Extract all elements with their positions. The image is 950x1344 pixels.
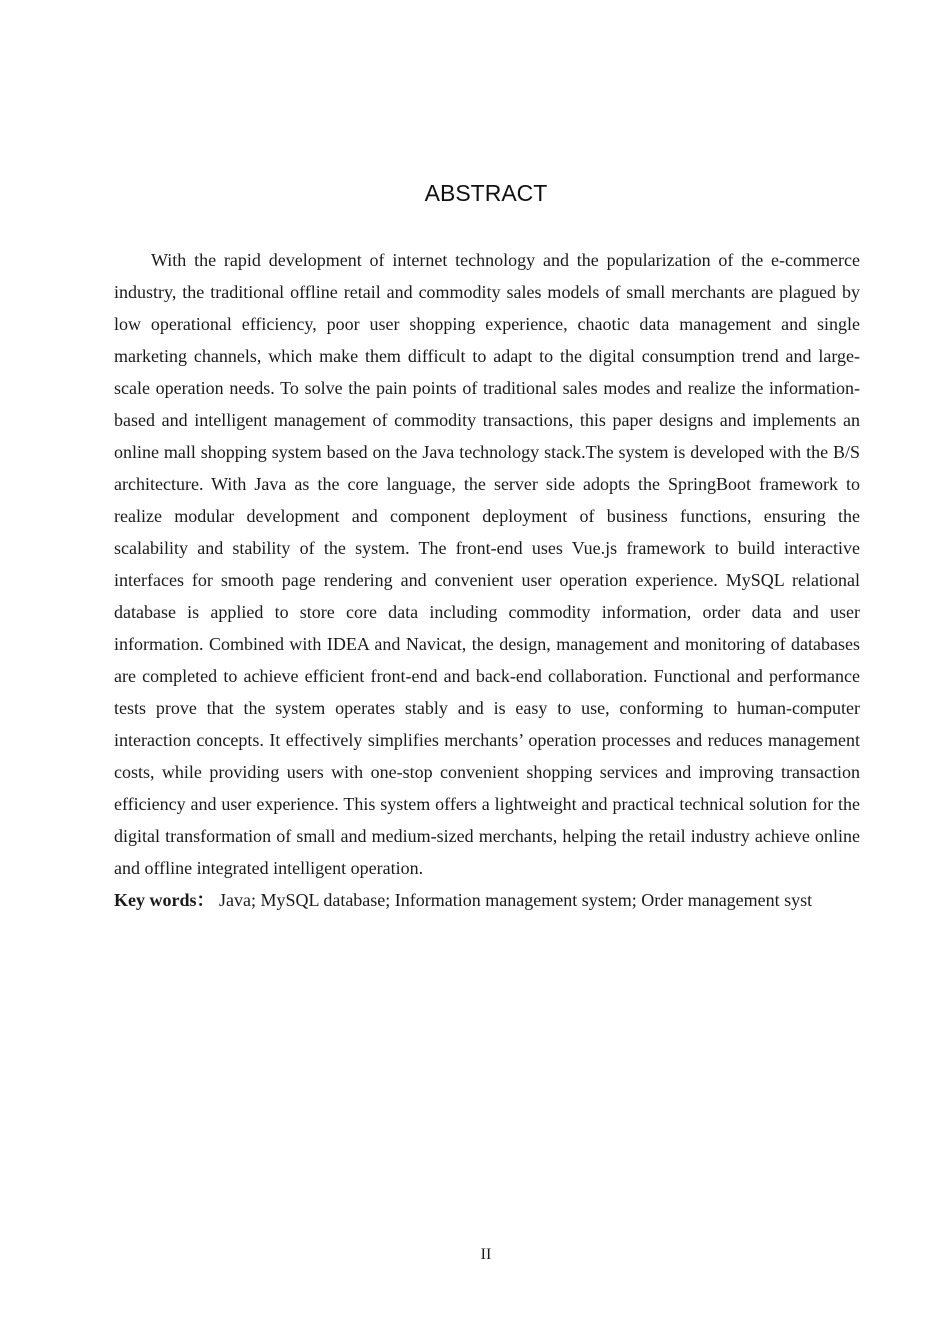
page-number: II <box>480 1246 492 1263</box>
keywords-line <box>114 884 860 916</box>
abstract-content <box>114 244 860 916</box>
keywords-label: Key words： <box>114 890 215 910</box>
abstract-body: With the rapid development of internet technology and the popularization of the e-commerce industry, the traditional offline retail and commodity sales models of small merchants are plagued by low operational efficiency, poor user shopping experience, chaotic data management and single marketing channels, which make them difficult to adapt to the digital consumption trend and large-scale operation needs. To solve the pain points of traditional sales modes and realize the information-based and intelligent management of commodity transactions, this paper designs and implements an online mall shopping system based on the Java technology stack.The system is developed with the B/S architecture. With Java as the core language, the server side adopts the SpringBoot framework to realize modular development and component deployment of business functions, ensuring the scalability and stability of the system. The front-end uses Vue.js framework to build interactive interfaces for smooth page rendering and convenient user operation experience. MySQL relational database is applied to store core data including commodity information, order data and user information. Combined with IDEA and Navicat, the design, management and monitoring of databases are completed to achieve efficient front-end and back-end collaboration. Functional and performance tests prove that the system operates stably and is easy to use, conforming to human-computer interaction concepts. It effectively simplifies merchants’ operation processes and reduces management costs, while providing users with one-stop convenient shopping services and improving transaction efficiency and user experience. This system offers a lightweight and practical technical solution for the digital transformation of small and medium-sized merchants, helping the retail industry achieve online and offline integrated intelligent operation. <box>114 250 860 878</box>
abstract-title: ABSTRACT <box>424 180 548 206</box>
keywords-text: Java; MySQL database; Information management system; Order management syst <box>214 890 813 910</box>
